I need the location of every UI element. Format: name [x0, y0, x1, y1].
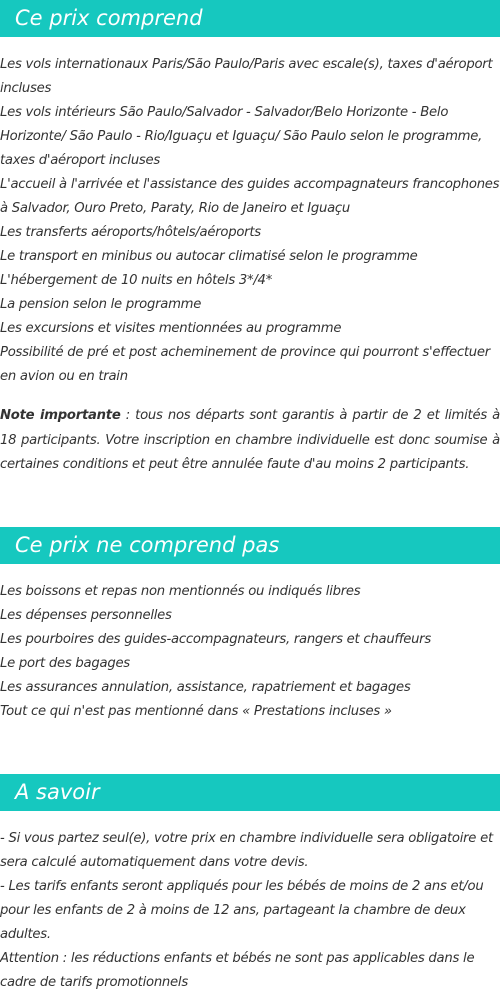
list-item: Les boissons et repas non mentionnés ou indiqués libres	[0, 584, 361, 599]
list-item: Les vols internationaux Paris/São Paulo/Paris avec escale(s), taxes d'aéroport incluses	[0, 57, 493, 96]
list-item: Les vols intérieurs São Paulo/Salvador - Salvador/Belo Horizonte - Belo Horizonte/ São Paulo - Rio/Iguaçu et Iguaçu/ São Paulo selon le programme, taxes d'aéroport incluses	[0, 105, 483, 168]
list-item: Possibilité de pré et post acheminement de province qui pourront s'effectuer en avion ou en train	[0, 345, 490, 384]
list-item: Les excursions et visites mentionnées au programme	[0, 321, 342, 336]
list-item: - Les tarifs enfants seront appliqués pour les bébés de moins de 2 ans et/ou pour les enfants de 2 à moins de 12 ans, partageant la chambre de deux adultes.	[0, 879, 484, 942]
list-item: L'accueil à l'arrivée et l'assistance des guides accompagnateurs francophones à Salvador, Ouro Preto, Paraty, Rio de Janeiro et Iguaçu	[0, 177, 500, 216]
section-header-good-to-know	[0, 774, 500, 811]
list-item: La pension selon le programme	[0, 297, 202, 312]
list-item: Le port des bagages	[0, 656, 130, 671]
list-item: Tout ce qui n'est pas mentionné dans « Prestations incluses »	[0, 704, 392, 719]
list-item: Le transport en minibus ou autocar climatisé selon le programme	[0, 249, 418, 264]
list-item: - Si vous partez seul(e), votre prix en chambre individuelle sera obligatoire et sera calculé automatiquement dans votre devis.	[0, 831, 493, 870]
not-included-list	[0, 580, 500, 724]
section-header-included	[0, 0, 500, 37]
list-item: Les assurances annulation, assistance, rapatriement et bagages	[0, 680, 411, 695]
section-title-good-to-know: A savoir	[15, 780, 100, 804]
important-note-label: Note importante	[0, 408, 121, 423]
section-title-included: Ce prix comprend	[15, 6, 203, 30]
list-item: Les transferts aéroports/hôtels/aéroports	[0, 225, 261, 240]
important-note-text: : tous nos départs sont garantis à partir de 2 et limités à 18 participants. Votre inscription en chambre individuelle est donc soumise à certaines conditions et peut être annulée faute d'au moins 2 participants.	[0, 408, 500, 472]
included-list	[0, 53, 500, 389]
list-item: L'hébergement de 10 nuits en hôtels 3*/4*	[0, 273, 273, 288]
good-to-know-list	[0, 827, 500, 995]
list-item: Attention : les réductions enfants et bébés ne sont pas applicables dans le cadre de tarifs promotionnels	[0, 951, 475, 990]
list-item: Les pourboires des guides-accompagnateurs, rangers et chauffeurs	[0, 632, 431, 647]
list-item: Les dépenses personnelles	[0, 608, 172, 623]
section-header-not-included	[0, 527, 500, 564]
important-note	[0, 404, 500, 478]
section-title-not-included: Ce prix ne comprend pas	[15, 533, 280, 557]
